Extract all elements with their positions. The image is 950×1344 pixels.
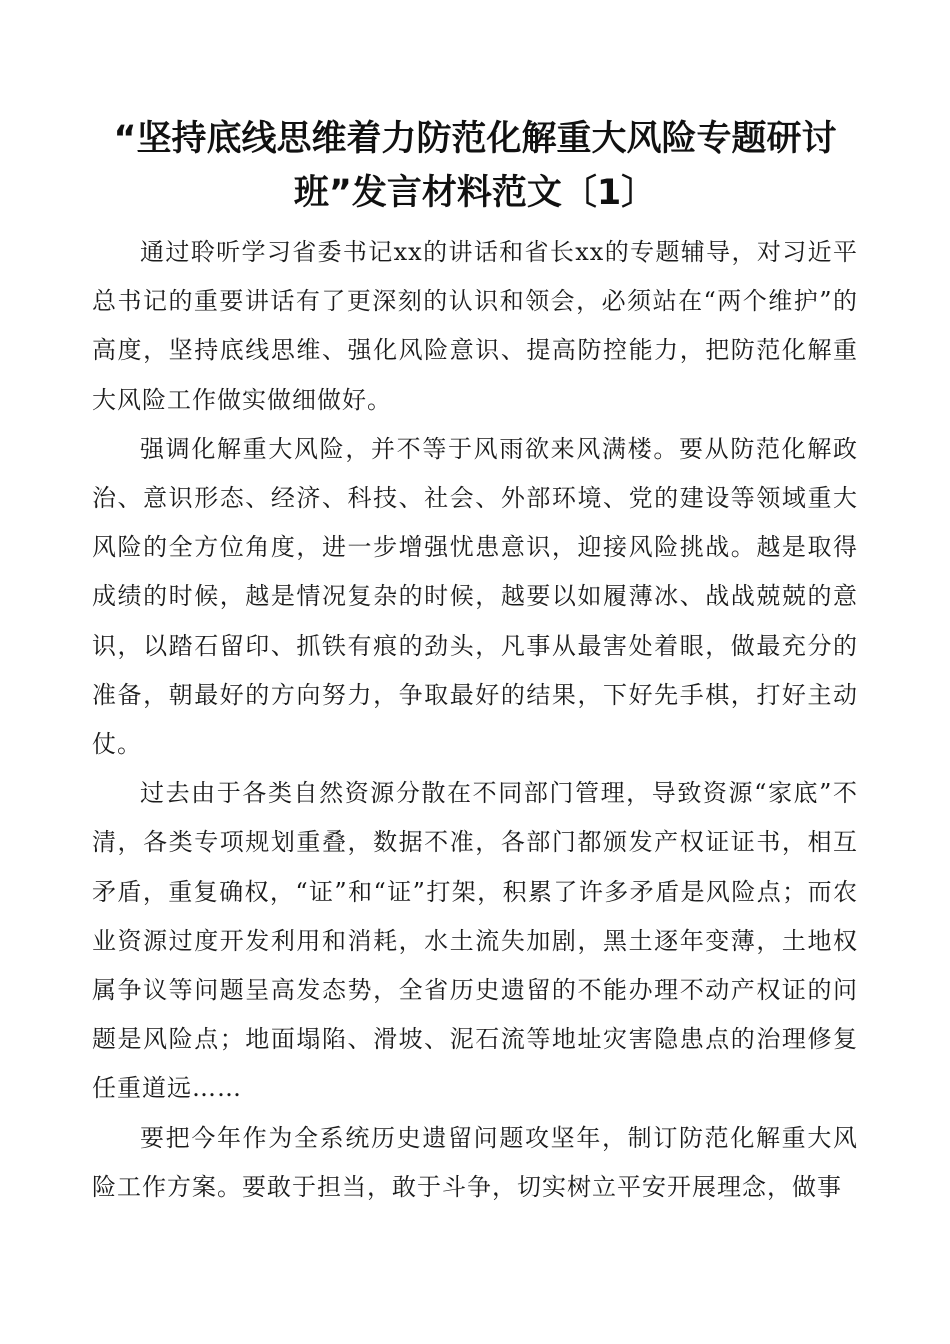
paragraph: 强调化解重大风险，并不等于风雨欲来风满楼。要从防范化解政治、意识形态、经济、科技、社会、外部环境、党的建设等领域重大风险的全方位角度，进一步增强忧患意识，迎接风险挑战。越是取得成绩的时候，越是情况复杂的时候，越要以如履薄冰、战战兢兢的意识，以踏石留印、抓铁有痕的劲头，凡事从最害处着眼，做最充分的准备，朝最好的方向努力，争取最好的结果，下好先手棋，打好主动仗。 xyxy=(92,434,858,759)
paragraph: 过去由于各类自然资源分散在不同部门管理，导致资源“家底”不清，各类专项规划重叠，数据不准，各部门都颁发产权证证书，相互矛盾，重复确权，“证”和“证”打架，积累了许多矛盾是风险点；而农业资源过度开发利用和消耗，水土流失加剧，黑土逐年变薄，土地权属争议等问题呈高发态势，全省历史遗留的不能办理不动产权证的问题是风险点；地面塌陷、滑坡、泥石流等地址灾害隐患点的治理修复任重道远…… xyxy=(92,779,858,1103)
paragraph: 要把今年作为全系统历史遗留问题攻坚年，制订防范化解重大风险工作方案。要敢于担当，敢于斗争，切实树立平安开展理念，做事 xyxy=(92,1123,858,1201)
document-title: “坚持底线思维着力防范化解重大风险专题研讨班”发言材料范文〔1〕 xyxy=(113,119,837,213)
document-body xyxy=(92,228,858,1212)
paragraph: 通过聆听学习省委书记xx的讲话和省长xx的专题辅导，对习近平总书记的重要讲话有了更深刻的认识和领会，必须站在“两个维护”的高度，坚持底线思维、强化风险意识、提高防控能力，把防范化解重大风险工作做实做细做好。 xyxy=(92,238,858,414)
